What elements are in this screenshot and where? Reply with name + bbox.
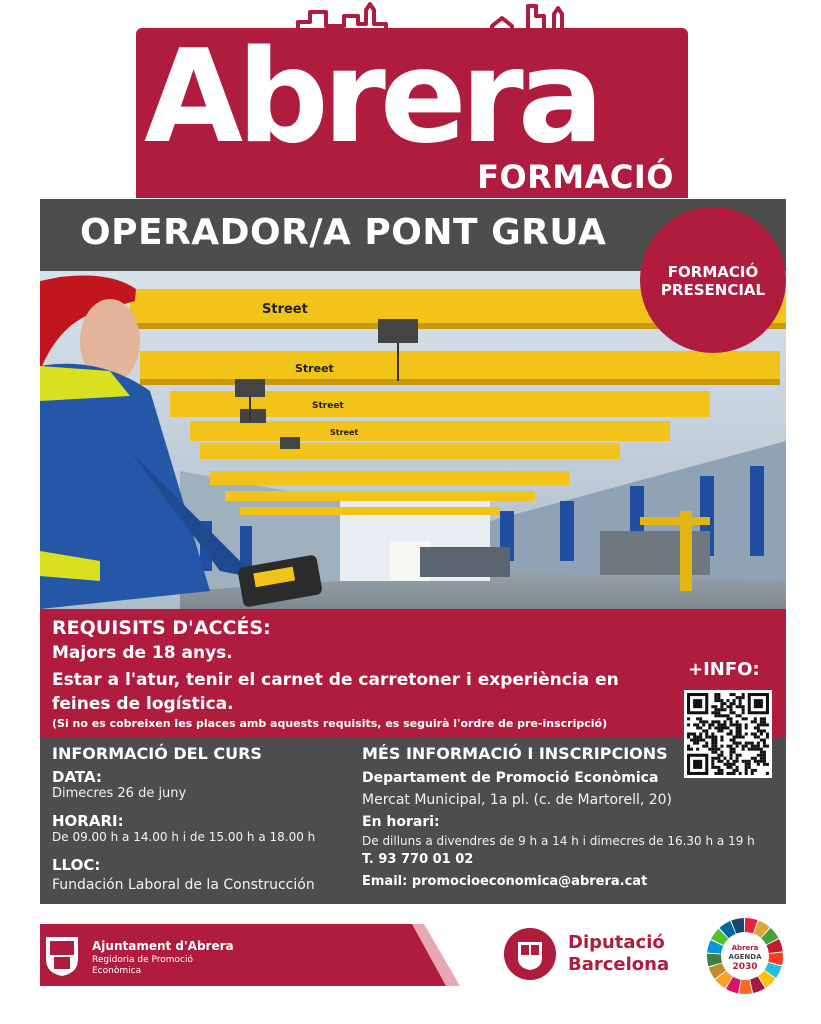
date-value: Dimecres 26 de juny (52, 786, 187, 801)
place-value: Fundación Laboral de la Construcción (52, 877, 315, 893)
info-section (40, 737, 786, 904)
email[interactable]: Email: promocioeconomica@abrera.cat (362, 874, 648, 889)
diputacio-barcelona (568, 932, 669, 976)
agenda-2030-icon (706, 917, 784, 995)
requirement-age: Majors de 18 anys. (52, 643, 233, 663)
hours-value: De 09.00 h a 14.00 h i de 15.00 h a 18.00 h (52, 830, 316, 844)
abrera-logo (136, 23, 688, 198)
more-info-label: +INFO: (688, 659, 760, 680)
regidoria-line-1: Regidoria de Promoció (92, 955, 194, 965)
department-name: Departament de Promoció Econòmica (362, 770, 659, 786)
course-info-heading: INFORMACIÓ DEL CURS (52, 744, 262, 763)
address: Mercat Municipal, 1a pl. (c. de Martorell, 20) (362, 792, 673, 808)
agenda-line-2: AGENDA (728, 953, 762, 961)
regidoria (92, 955, 232, 977)
abrera-shield-icon (44, 933, 80, 977)
logo-subtitle: FORMACIÓ (477, 158, 674, 196)
crane-label: Street (330, 428, 359, 437)
schedule-value: De dilluns a divendres de 9 h a 14 h i dimecres de 16.30 h a 19 h (362, 834, 755, 848)
contact-heading: MÉS INFORMACIÓ I INSCRIPCIONS (362, 744, 668, 763)
diputacio-emblem-icon (504, 928, 556, 980)
regidoria-line-2: Econòmica (92, 966, 142, 976)
course-title: OPERADOR/A PONT GRUA (80, 212, 607, 253)
requirements-section (40, 609, 786, 737)
phone: T. 93 770 01 02 (362, 852, 474, 867)
diputacio-line-1: Diputació (568, 932, 665, 953)
agenda-line-1: Abrera (731, 944, 759, 952)
diputacio-line-2: Barcelona (568, 954, 670, 975)
presencial-badge (640, 207, 786, 353)
agenda-line-3: 2030 (732, 962, 758, 972)
place-label: LLOC: (52, 856, 101, 874)
requirements-title: REQUISITS D'ACCÉS: (52, 617, 271, 639)
schedule-label: En horari: (362, 814, 440, 830)
ajuntament-name: Ajuntament d'Abrera (92, 939, 234, 953)
badge-line-2: PRESENCIAL (660, 281, 766, 299)
crane-label: Street (312, 401, 344, 411)
requirement-status: Estar a l'atur, tenir el carnet de carretoner i experiència en feines de logística. (52, 670, 619, 714)
logo-word: Abrera (144, 23, 599, 172)
hours-label: HORARI: (52, 812, 124, 830)
crane-label: Street (295, 362, 334, 375)
badge-line-1: FORMACIÓ (667, 263, 759, 281)
crane-label: Street (262, 302, 308, 317)
qr-code-icon[interactable] (684, 690, 772, 778)
requirements-note: (Si no es cobreixen les places amb aquests requisits, es seguirà l'ordre de pre-inscripció) (52, 717, 608, 730)
date-label: DATA: (52, 768, 102, 786)
